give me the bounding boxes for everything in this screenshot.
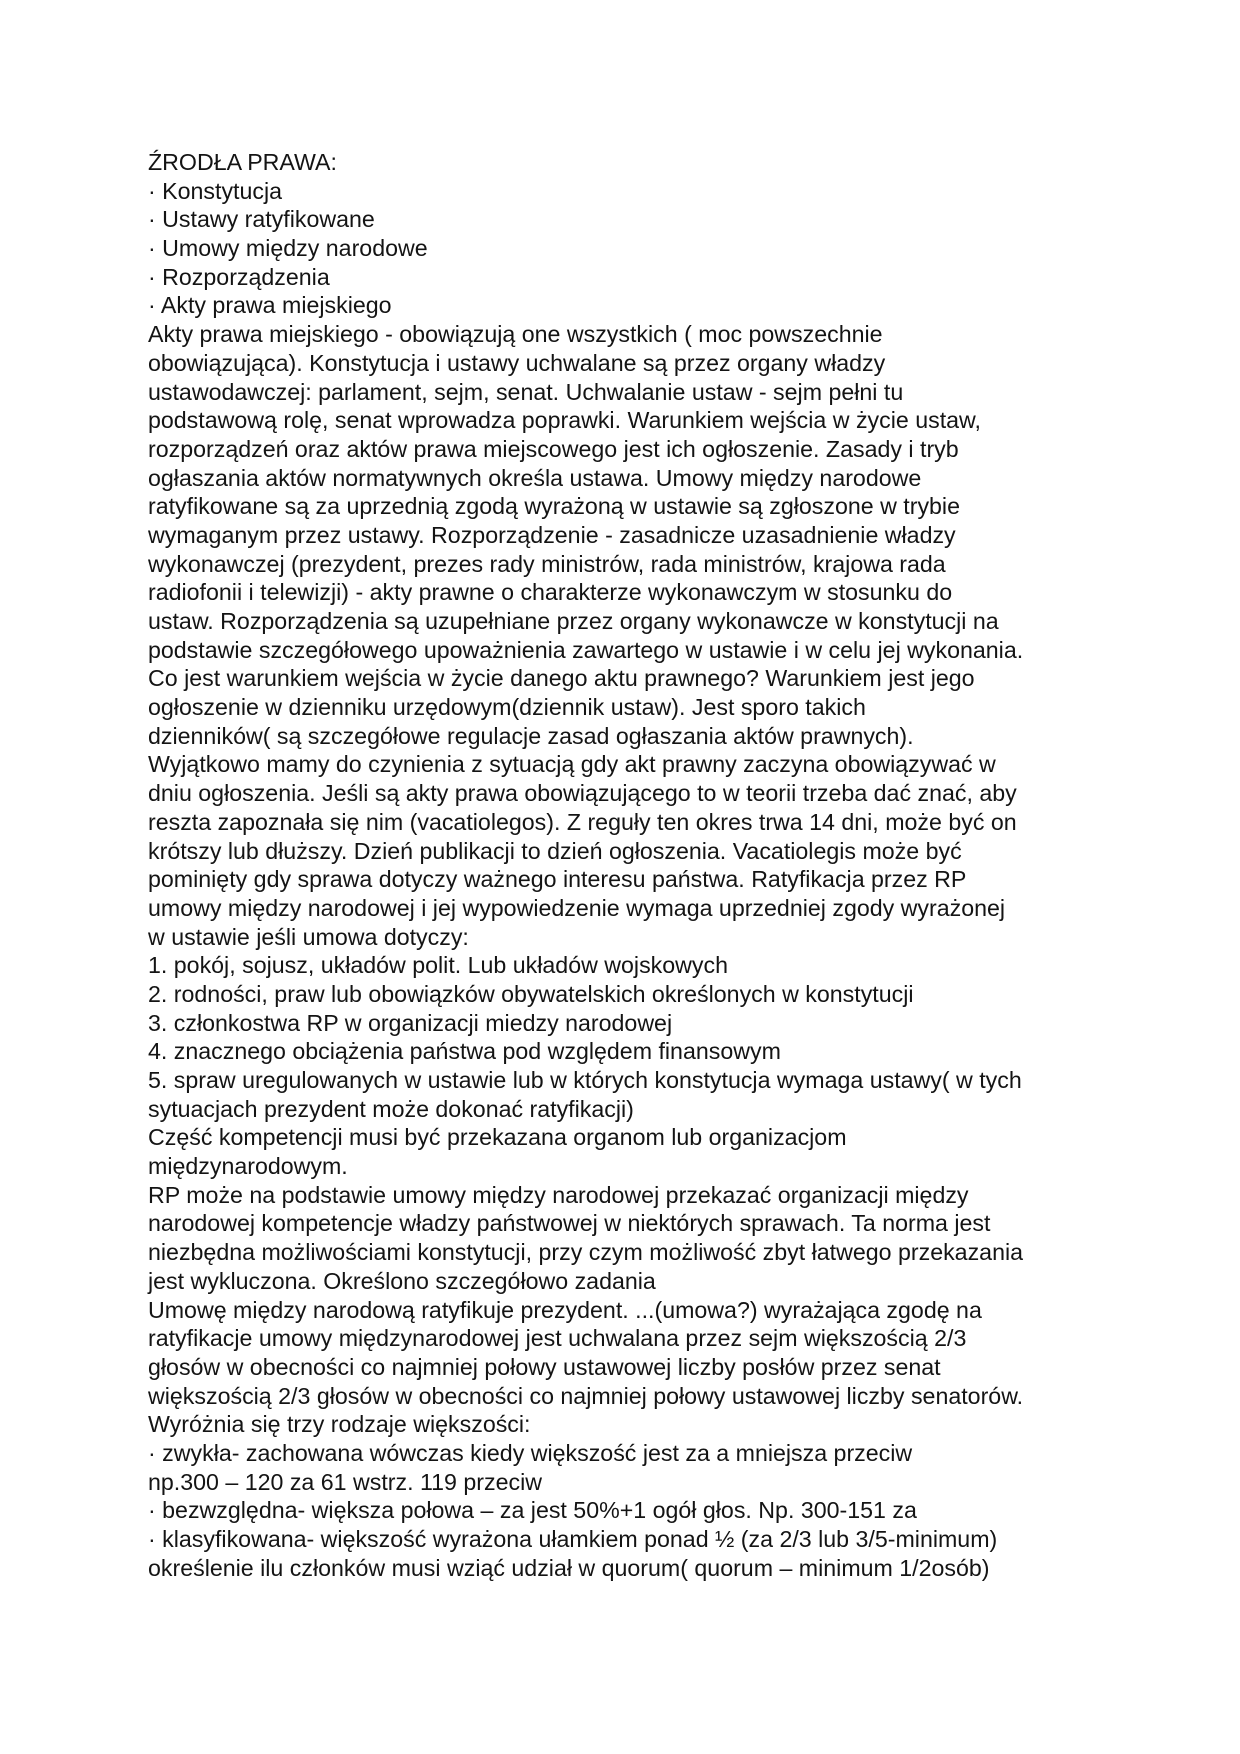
document-body (148, 148, 1108, 1582)
paragraph-line: reszta zapoznała się nim (vacatiolegos). Z reguły ten okres trwa 14 dni, może być on (148, 808, 1017, 835)
paragraph-line: międzynarodowym. (148, 1153, 348, 1180)
document-title: ŹRODŁA PRAWA: (148, 149, 337, 175)
list-item: · Konstytucja (148, 177, 283, 204)
numbered-item: 5. spraw uregulowanych w ustawie lub w których konstytucja wymaga ustawy( w tych (148, 1067, 1022, 1093)
paragraph-line: podstawową rolę, senat wprowadza poprawki. Warunkiem wejścia w życie ustaw, (148, 407, 981, 434)
list-item: · zwykła- zachowana wówczas kiedy większość jest za a mniejsza przeciw (148, 1439, 913, 1466)
paragraph-line: umowy między narodowej i jej wypowiedzenie wymaga uprzedniej zgody wyrażonej (148, 894, 1006, 921)
numbered-item: 4. znacznego obciążenia państwa pod względem finansowym (148, 1038, 781, 1065)
paragraph-line: sytuacjach prezydent może dokonać ratyfikacji) (148, 1095, 634, 1122)
paragraph-line: ratyfikowane są za uprzednią zgodą wyrażoną w ustawie są zgłoszone w trybie (148, 493, 960, 520)
paragraph-line: określenie ilu członków musi wziąć udział w quorum( quorum – minimum 1/2osób) (148, 1554, 990, 1581)
list-item: · Rozporządzenia (148, 263, 330, 290)
paragraph-line: rozporządzeń oraz aktów prawa miejscowego jest ich ogłoszenie. Zasady i tryb (148, 435, 959, 462)
paragraph-line: wymaganym przez ustawy. Rozporządzenie - zasadnicze uzasadnienie władzy (148, 521, 956, 548)
paragraph-line: większością 2/3 głosów w obecności co najmniej połowy ustawowej liczby senatorów. (148, 1382, 1024, 1409)
list-item: · Akty prawa miejskiego (148, 292, 392, 319)
paragraph-line: podstawie szczegółowego upoważnienia zawartego w ustawie i w celu jej wykonania. (148, 636, 1024, 663)
paragraph-line: ogłoszenie w dzienniku urzędowym(dziennik ustaw). Jest sporo takich (148, 694, 866, 721)
numbered-item: 2. rodności, praw lub obowiązków obywatelskich określonych w konstytucji (148, 980, 914, 1007)
paragraph-line: jest wykluczona. Określono szczegółowo zadania (148, 1267, 656, 1294)
paragraph-line: Umowę między narodową ratyfikuje prezydent. ...(umowa?) wyrażająca zgodę na (148, 1296, 982, 1323)
paragraph-line: narodowej kompetencje władzy państwowej w niektórych sprawach. Ta norma jest (148, 1210, 991, 1237)
paragraph-line: pominięty gdy sprawa dotyczy ważnego interesu państwa. Ratyfikacja przez RP (148, 866, 967, 893)
paragraph-line: Wyróżnia się trzy rodzaje większości: (148, 1411, 531, 1438)
paragraph-line: dniu ogłoszenia. Jeśli są akty prawa obowiązującego to w teorii trzeba dać znać, aby (148, 780, 1017, 807)
numbered-item: 1. pokój, sojusz, układów polit. Lub układów wojskowych (148, 952, 728, 979)
list-item: · Ustawy ratyfikowane (148, 206, 375, 233)
list-item: · bezwzględna- większa połowa – za jest 50%+1 ogół głos. Np. 300-151 za (148, 1497, 917, 1524)
paragraph-line: radiofonii i telewizji) - akty prawne o charakterze wykonawczym w stosunku do (148, 579, 953, 606)
paragraph-line: dzienników( są szczegółowe regulacje zasad ogłaszania aktów prawnych). (148, 722, 914, 749)
paragraph-line: niezbędna możliwościami konstytucji, przy czym możliwość zbyt łatwego przekazania (148, 1239, 1024, 1266)
paragraph-line: w ustawie jeśli umowa dotyczy: (148, 923, 469, 950)
paragraph-line: Akty prawa miejskiego - obowiązują one wszystkich ( moc powszechnie (148, 321, 883, 348)
paragraph-line: Co jest warunkiem wejścia w życie danego aktu prawnego? Warunkiem jest jego (148, 665, 975, 692)
paragraph-line: wykonawczej (prezydent, prezes rady ministrów, rada ministrów, krajowa rada (148, 550, 946, 577)
paragraph-line: ustaw. Rozporządzenia są uzupełniane przez organy wykonawcze w konstytucji na (148, 608, 999, 634)
list-item: · klasyfikowana- większość wyrażona ułamkiem ponad ½ (za 2/3 lub 3/5-minimum) (148, 1526, 998, 1552)
paragraph-line: ratyfikacje umowy międzynarodowej jest uchwalana przez sejm większością 2/3 (148, 1325, 967, 1352)
paragraph-line: ustawodawczej: parlament, sejm, senat. Uchwalanie ustaw - sejm pełni tu (148, 378, 904, 405)
paragraph-line: krótszy lub dłuższy. Dzień publikacji to dzień ogłoszenia. Vacatiolegis może być (148, 837, 962, 864)
paragraph-line: głosów w obecności co najmniej połowy ustawowej liczby posłów przez senat (148, 1353, 941, 1380)
paragraph-line: Wyjątkowo mamy do czynienia z sytuacją gdy akt prawny zaczyna obowiązywać w (148, 751, 996, 778)
paragraph-line: RP może na podstawie umowy między narodowej przekazać organizacji między (148, 1181, 969, 1208)
numbered-item: 3. członkostwa RP w organizacji miedzy narodowej (148, 1009, 673, 1036)
paragraph-line: obowiązująca). Konstytucja i ustawy uchwalane są przez organy władzy (148, 349, 886, 376)
list-item: · Umowy między narodowe (148, 235, 428, 262)
paragraph-line: np.300 – 120 za 61 wstrz. 119 przeciw (148, 1468, 542, 1495)
paragraph-line: Część kompetencji musi być przekazana organom lub organizacjom (148, 1124, 847, 1151)
paragraph-line: ogłaszania aktów normatywnych określa ustawa. Umowy między narodowe (148, 464, 922, 491)
